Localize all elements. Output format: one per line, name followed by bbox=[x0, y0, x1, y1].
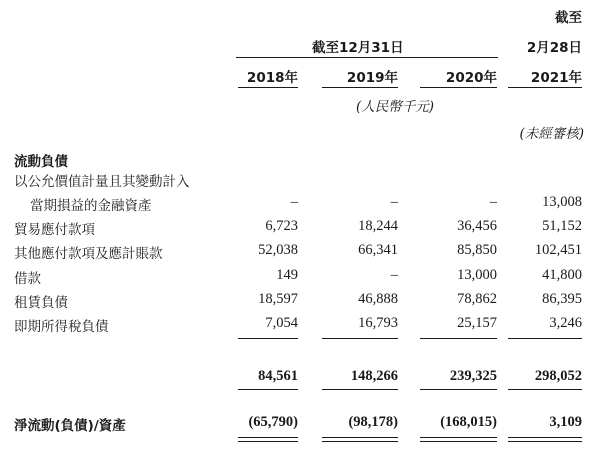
net-double-rule-2018 bbox=[238, 437, 298, 442]
net-double-rule-2019 bbox=[322, 437, 398, 442]
row-label: 其他應付款項及應計賬款 bbox=[14, 246, 163, 262]
subtotal-rule-2019 bbox=[322, 338, 398, 339]
net-value: 3,109 bbox=[549, 414, 582, 430]
year-2021-header: 2021年 bbox=[530, 70, 582, 86]
row-value: 13,008 bbox=[542, 194, 582, 210]
row-value: 18,597 bbox=[258, 291, 298, 307]
row-value: 13,000 bbox=[457, 267, 497, 283]
unaudited-note: (未經審核) bbox=[519, 126, 584, 142]
row-value: 25,157 bbox=[457, 315, 497, 331]
year-rule-2019 bbox=[322, 87, 398, 88]
row-value: 149 bbox=[276, 267, 298, 283]
total-rule-2020 bbox=[420, 389, 497, 390]
total-value: 84,561 bbox=[258, 368, 298, 384]
row-value: 41,800 bbox=[542, 267, 582, 283]
section-title-current-liabilities: 流動負債 bbox=[14, 154, 68, 170]
row-label: 借款 bbox=[14, 271, 41, 287]
row-value: 51,152 bbox=[542, 218, 582, 234]
header-asof-feb28: 2月28日 bbox=[526, 40, 582, 56]
year-rule-2018 bbox=[238, 87, 298, 88]
row-value: 46,888 bbox=[358, 291, 398, 307]
total-value: 148,266 bbox=[350, 368, 398, 384]
net-value: (65,790) bbox=[248, 414, 298, 430]
row-label: 貿易應付款項 bbox=[14, 222, 95, 238]
row-value: 7,054 bbox=[265, 315, 298, 331]
row-value: 52,038 bbox=[258, 242, 298, 258]
subtotal-rule-2020 bbox=[420, 338, 497, 339]
row-value: – bbox=[290, 194, 298, 210]
total-value: 239,325 bbox=[449, 368, 497, 384]
row-value: 3,246 bbox=[549, 315, 582, 331]
subtotal-rule-2018 bbox=[238, 338, 298, 339]
row-value: 102,451 bbox=[534, 242, 582, 258]
header-asof-top: 截至 bbox=[555, 10, 582, 26]
row-value: 86,395 bbox=[542, 291, 582, 307]
row-label: 即期所得稅負債 bbox=[14, 319, 109, 335]
row-value: – bbox=[390, 194, 398, 210]
currency-unit: (人民幣千元) bbox=[356, 99, 435, 115]
year-2018-header: 2018年 bbox=[246, 70, 298, 86]
year-2020-header: 2020年 bbox=[445, 70, 497, 86]
total-rule-2021 bbox=[508, 389, 582, 390]
year-2019-header: 2019年 bbox=[346, 70, 398, 86]
row-label: 租賃負債 bbox=[14, 295, 68, 311]
row-value: 85,850 bbox=[457, 242, 497, 258]
row-value: 16,793 bbox=[358, 315, 398, 331]
net-current-label: 淨流動(負債)/資產 bbox=[14, 418, 126, 434]
row-value: – bbox=[390, 267, 398, 283]
net-value: (168,015) bbox=[440, 414, 497, 430]
row-value: 66,341 bbox=[358, 242, 398, 258]
row-value: 18,244 bbox=[358, 218, 398, 234]
total-rule-2018 bbox=[238, 389, 298, 390]
net-value: (98,178) bbox=[348, 414, 398, 430]
total-rule-2019 bbox=[322, 389, 398, 390]
net-double-rule-2020 bbox=[420, 437, 497, 442]
row-label: 當期損益的金融資產 bbox=[30, 198, 152, 214]
net-double-rule-2021 bbox=[508, 437, 582, 442]
row-value: 78,862 bbox=[457, 291, 497, 307]
year-rule-2021 bbox=[508, 87, 582, 88]
row-value: 36,456 bbox=[457, 218, 497, 234]
subtotal-rule-2021 bbox=[508, 338, 582, 339]
total-value: 298,052 bbox=[534, 368, 582, 384]
row-value: 6,723 bbox=[265, 218, 298, 234]
header-asof-dec31: 截至12月31日 bbox=[312, 40, 404, 56]
header-span-rule bbox=[236, 57, 498, 58]
row-label: 以公允價值計量且其變動計入 bbox=[14, 174, 190, 190]
row-value: – bbox=[489, 194, 497, 210]
year-rule-2020 bbox=[420, 87, 497, 88]
